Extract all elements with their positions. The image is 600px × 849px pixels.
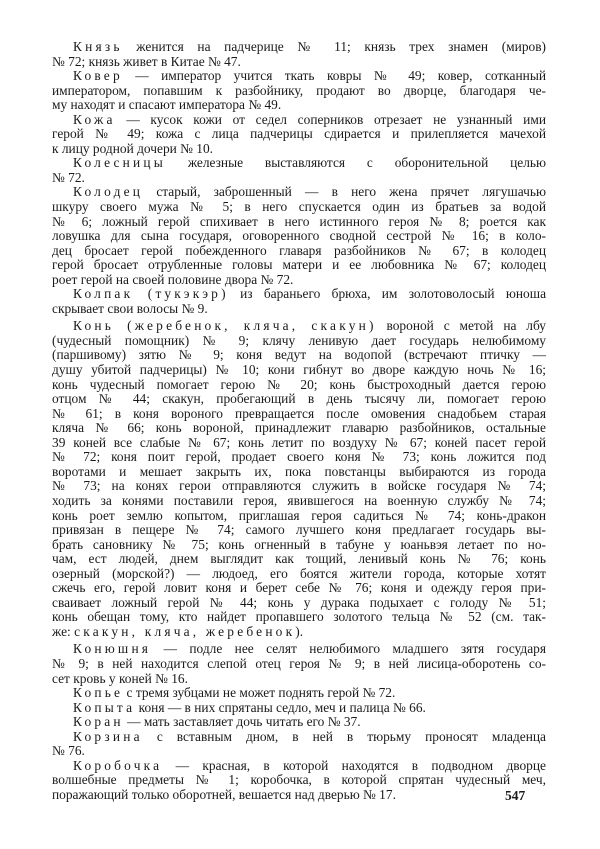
- index-entry-kopye: [52, 686, 546, 701]
- entry-line: скрывает свои волосы № 9.: [52, 300, 208, 316]
- entry-line: герой бросает отрубленные головы матери и ее любовника № 67; колодец: [52, 257, 546, 273]
- entry-line: дец бросает герой побежденного главаря разбойников № 67; в колодец: [52, 242, 546, 258]
- entry-line: конь обещан тому, кто найдет пропавшего золотого тельца № 52 (см. так-: [52, 609, 546, 625]
- entry-line: 39 коней все слабые № 67; конь летит по воздуху № 67; коней пасет герой: [52, 434, 546, 450]
- entry-line: конь чудесный помогает герою № 20; конь быстроходный дается герою: [52, 376, 546, 392]
- entry-line: му находят и спасают императора № 49.: [52, 97, 282, 113]
- entry-line: императором, попавшим к разбойнику, продают во дворце, благодаря че-: [52, 82, 546, 98]
- entry-line: сваивает ложный герой № 44; конь у дурака подыхает с голоду № 51;: [52, 594, 546, 610]
- entry-line: шкуру своего мужа № 5; в него спускается один из братьев за водой: [52, 199, 546, 215]
- entry-line: Копье с тремя зубцами не может поднять герой № 72.: [73, 685, 396, 701]
- entry-line: сжечь его, герой ловит коня и берет себе № 76; коня и одежду героя при-: [52, 580, 546, 596]
- entry-line: Конюшня — подле нее селят нелюбимого младшего зятя государя: [73, 641, 546, 657]
- index-entry-korzina: [52, 730, 546, 759]
- entry-line: Конь (жеребенок, кляча, скакун) вороной с метой на лбу: [73, 318, 546, 334]
- headword: Коран: [73, 714, 124, 730]
- entry-line: № 72; князь живет в Китае № 47.: [52, 53, 241, 69]
- index-entry-kolesnitsy: [52, 156, 546, 185]
- headword: Коробочка: [73, 757, 163, 773]
- index-entry-kozha: [52, 113, 546, 157]
- headword: Князь: [73, 39, 123, 54]
- entry-line: № 61; в коня вороного превращается после омовения снадобьем старая: [52, 405, 546, 421]
- entry-line: Коробочка — красная, в которой находятся в подводном дворце: [73, 757, 546, 773]
- entry-line: Колесницы железные выставляются с оборонительной целью: [73, 155, 546, 171]
- index-page: [52, 40, 546, 802]
- headword: Конь (жеребенок, кляча, скакун): [73, 318, 377, 334]
- entry-line: ходить за конями поставили героя, явившегося на военную службу № 74;: [52, 492, 546, 508]
- entry-line: (чудесный помощник) № 9; клячу ленивую дает государь нелюбимому: [52, 332, 546, 348]
- entry-line: чам, ест людей, днем выглядит как тощий, ленивый конь № 76; конь: [52, 551, 546, 567]
- headword: Колесницы: [73, 155, 166, 171]
- entry-line: Колпак (тукэкэр) из бараньего брюха, им золотоволосый юноша: [73, 286, 547, 302]
- index-entry-kolpak: [52, 287, 546, 316]
- headword: Колпак (тукэкэр): [73, 286, 229, 302]
- entry-line: брать сановнику № 75; конь огненный в табуне у юаньвэя летает по но-: [52, 536, 546, 552]
- headword: Колодец: [73, 184, 144, 200]
- headword: Корзина: [73, 728, 143, 744]
- entry-line: Князь женится на падчерице № 11; князь трех знамен (миров): [73, 39, 546, 54]
- entry-line: сет кровь у коней № 16.: [52, 670, 188, 686]
- index-entry-korobochka: [52, 759, 546, 803]
- entry-line: № 72.: [52, 169, 85, 185]
- entry-line: озерный (морской?) — людоед, его боятся жители города, которые хотят: [52, 565, 546, 581]
- entry-line: отцом № 44; скакун, пробегающий в день тысячу ли, помогает герою: [52, 391, 546, 407]
- index-entry-knyaz: [52, 40, 546, 69]
- entry-line: № 6; ложный герой спихивает в него истинного героя № 8; роется как: [52, 213, 546, 229]
- entry-line: же: скакун, кляча, жеребенок).: [52, 623, 304, 639]
- entry-line: привязан в пещере № 74; самого лучшего коня предлагает государь вы-: [52, 522, 546, 538]
- entry-line: № 73; на конях герои отправляются служить в войске государя № 74;: [52, 478, 546, 494]
- entry-line: Копыта коня — в них спрятаны седло, меч и палица № 66.: [73, 699, 426, 715]
- entry-line: воротами и мешает закрыть их, пока повстанцы выбираются из города: [52, 463, 546, 479]
- entry-line: Кожа — кусок кожи от седел соперников отрезает не узнанный ими: [73, 111, 546, 127]
- index-entry-koran: [52, 715, 546, 730]
- index-entry-kolodets: [52, 185, 546, 287]
- index-entry-konyushnya: [52, 642, 546, 686]
- headword: Копыта: [73, 699, 136, 715]
- entry-line: поражающий только оборотней, вешается над дверью № 17.: [52, 786, 396, 802]
- entry-line: (паршивому) зятю № 9; коня ведут на водопой (встречают птичку —: [52, 347, 546, 363]
- entry-line: № 72; коня поит герой, продает своего коня № 73; конь ложится под: [52, 449, 546, 465]
- page-number: 547: [505, 788, 526, 803]
- entry-line: Ковер — император учится ткать ковры № 49; ковер, сотканный: [73, 68, 546, 84]
- headword: Ковер: [73, 68, 123, 84]
- entry-line: к лицу родной дочери № 10.: [52, 140, 214, 156]
- entry-line: душу убитой падчерицы) № 10; кони гибнут во дворе каждую ночь № 16;: [52, 362, 546, 378]
- entry-line: герой № 49; кожа с лица падчерицы сдирается и прилепляется мачехой: [52, 126, 546, 142]
- headword: Кожа: [73, 111, 116, 127]
- cross-reference: скакун, кляча, жеребенок: [74, 623, 296, 639]
- index-entry-kon: [52, 319, 546, 639]
- headword: Копье: [73, 685, 124, 701]
- index-entry-kover: [52, 69, 546, 113]
- entry-line: ловушка для сына государя, оговоренного сводной сестрой № 16; в коло-: [52, 228, 546, 244]
- entry-line: № 76.: [52, 743, 85, 759]
- entry-line: конь роет землю копытом, приглашая героя садиться № 74; конь-дракон: [52, 507, 546, 523]
- entry-line: Корзина с вставным дном, в ней в тюрьму проносят младенца: [73, 728, 546, 744]
- entry-line: роет герой на своей половине двора № 72.: [52, 271, 294, 287]
- index-entry-kopyta: [52, 701, 546, 716]
- entry-line: волшебные предметы № 1; коробочка, в которой спрятан чудесный меч,: [52, 772, 546, 788]
- entry-line: Коран — мать заставляет дочь читать его № 37.: [73, 714, 361, 730]
- entry-line: № 9; в ней находится слепой отец героя № 9; в ней лисица-оборотень со-: [52, 655, 546, 671]
- entry-line: Колодец старый, заброшенный — в него жена прячет лягушачью: [73, 184, 546, 200]
- headword: Конюшня: [73, 641, 152, 657]
- entry-line: кляча № 66; конь вороной, принадлежит главарю разбойников, остальные: [52, 420, 546, 436]
